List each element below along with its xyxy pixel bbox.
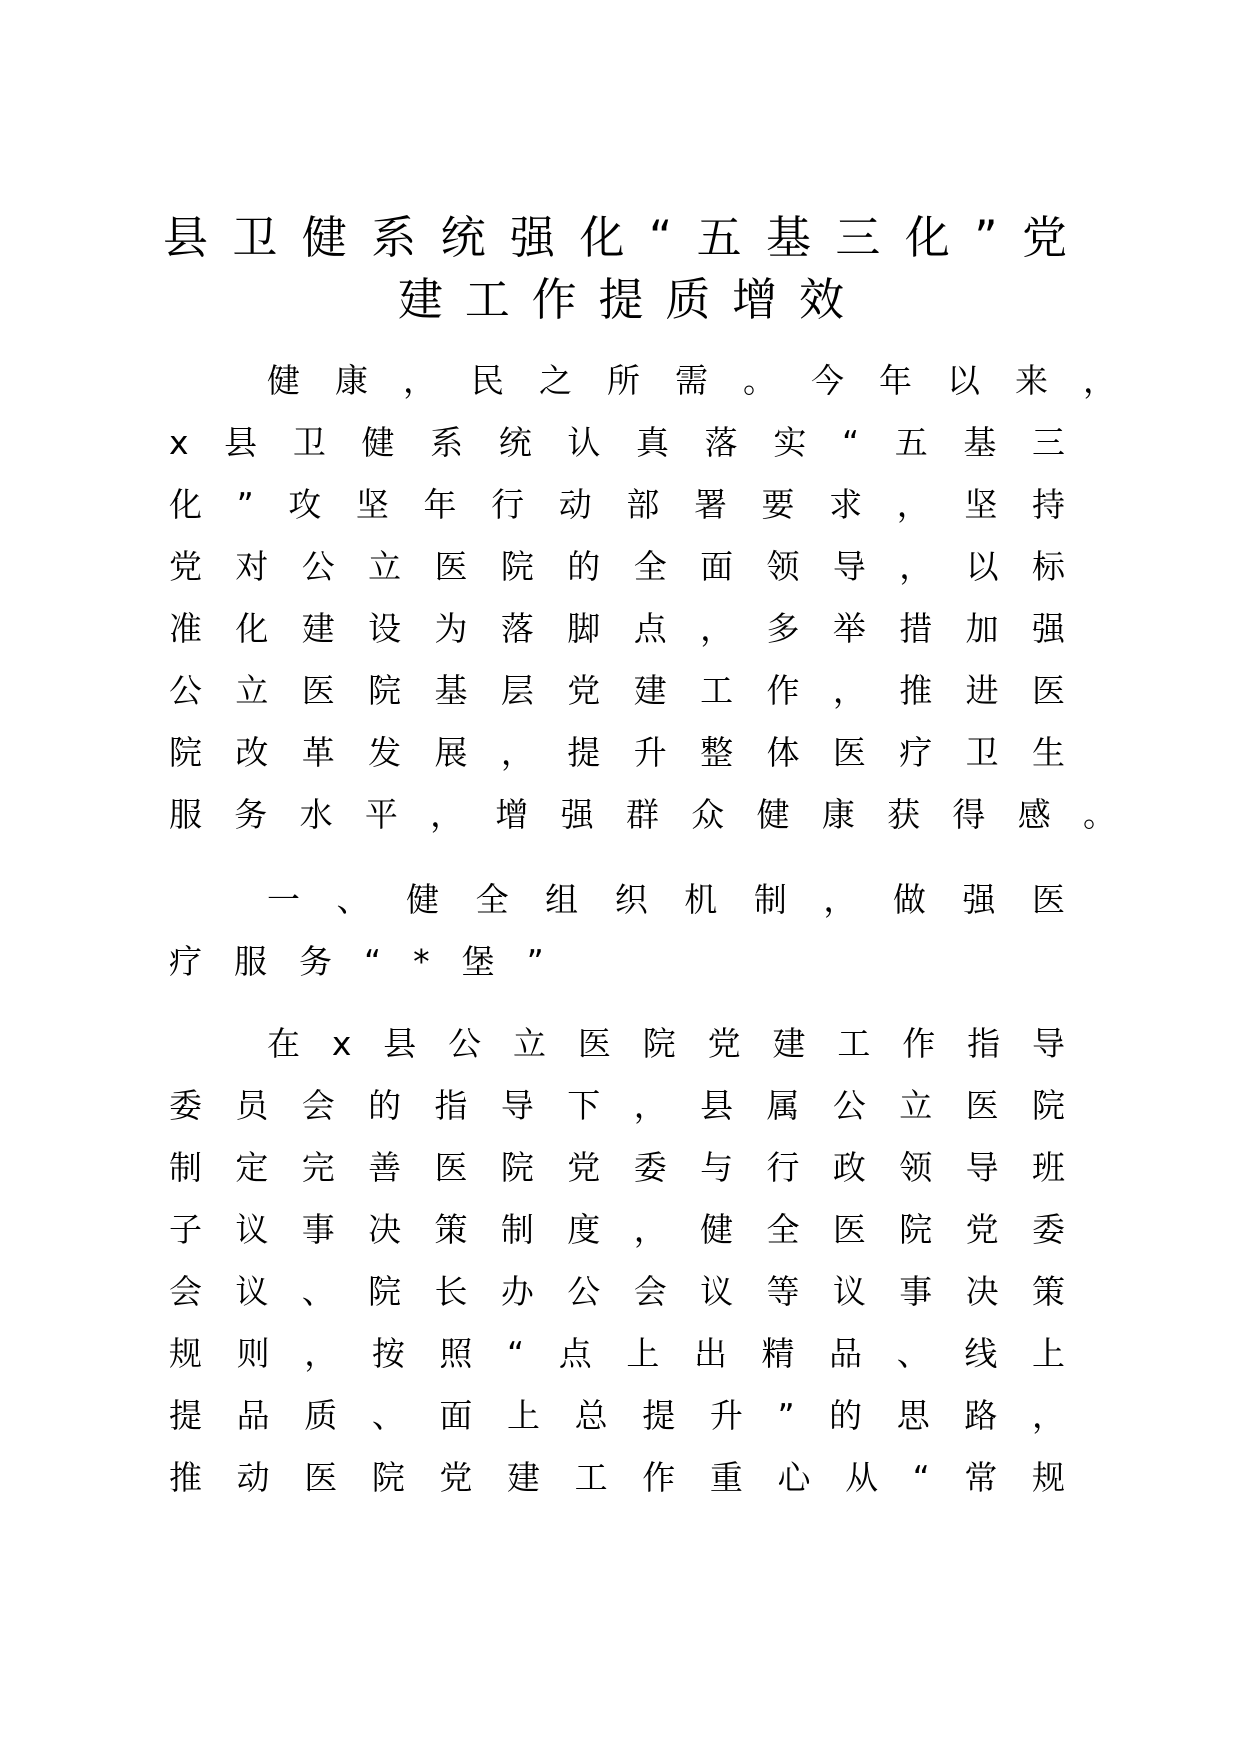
paragraph-1-line: 准化建设为落脚点，多举措加强 [169,609,1065,648]
paragraph-2-line: 规则，按照“点上出精品、线上 [169,1334,1065,1373]
paragraph-2-line: 子议事决策制度，健全医院党委 [169,1210,1065,1249]
section-heading-line: 一、健全组织机制，做强医 [267,880,1065,919]
paragraph-2-line: 委员会的指导下，县属公立医院 [169,1086,1065,1125]
title-line-2: 建工作提质增效 [398,273,844,326]
paragraph-2-line: 推动医院党建工作重心从“常规 [169,1458,1065,1497]
paragraph-2-line: 提品质、面上总提升”的思路， [169,1396,1065,1435]
paragraph-1-line: x县卫健系统认真落实“五基三 [169,423,1065,462]
paragraph-2-line: 在x县公立医院党建工作指导 [267,1024,1065,1063]
paragraph-1-line: 党对公立医院的全面领导，以标 [169,547,1065,586]
section-heading-line: 疗服务“*堡” [169,942,576,981]
paragraph-2-line: 会议、院长办公会议等议事决策 [169,1272,1065,1311]
paragraph-1-line: 健康，民之所需。今年以来， [267,361,1116,400]
paragraph-1-line: 服务水平，增强群众健康获得感。 [169,795,1116,834]
paragraph-1-line: 公立医院基层党建工作，推进医 [169,671,1065,710]
paragraph-1-line: 院改革发展，提升整体医疗卫生 [169,733,1065,772]
paragraph-1-line: 化”攻坚年行动部署要求，坚持 [169,485,1065,524]
title-line-1: 县卫健系统强化“五基三化”党 [163,211,1067,264]
paragraph-2-line: 制定完善医院党委与行政领导班 [169,1148,1065,1187]
